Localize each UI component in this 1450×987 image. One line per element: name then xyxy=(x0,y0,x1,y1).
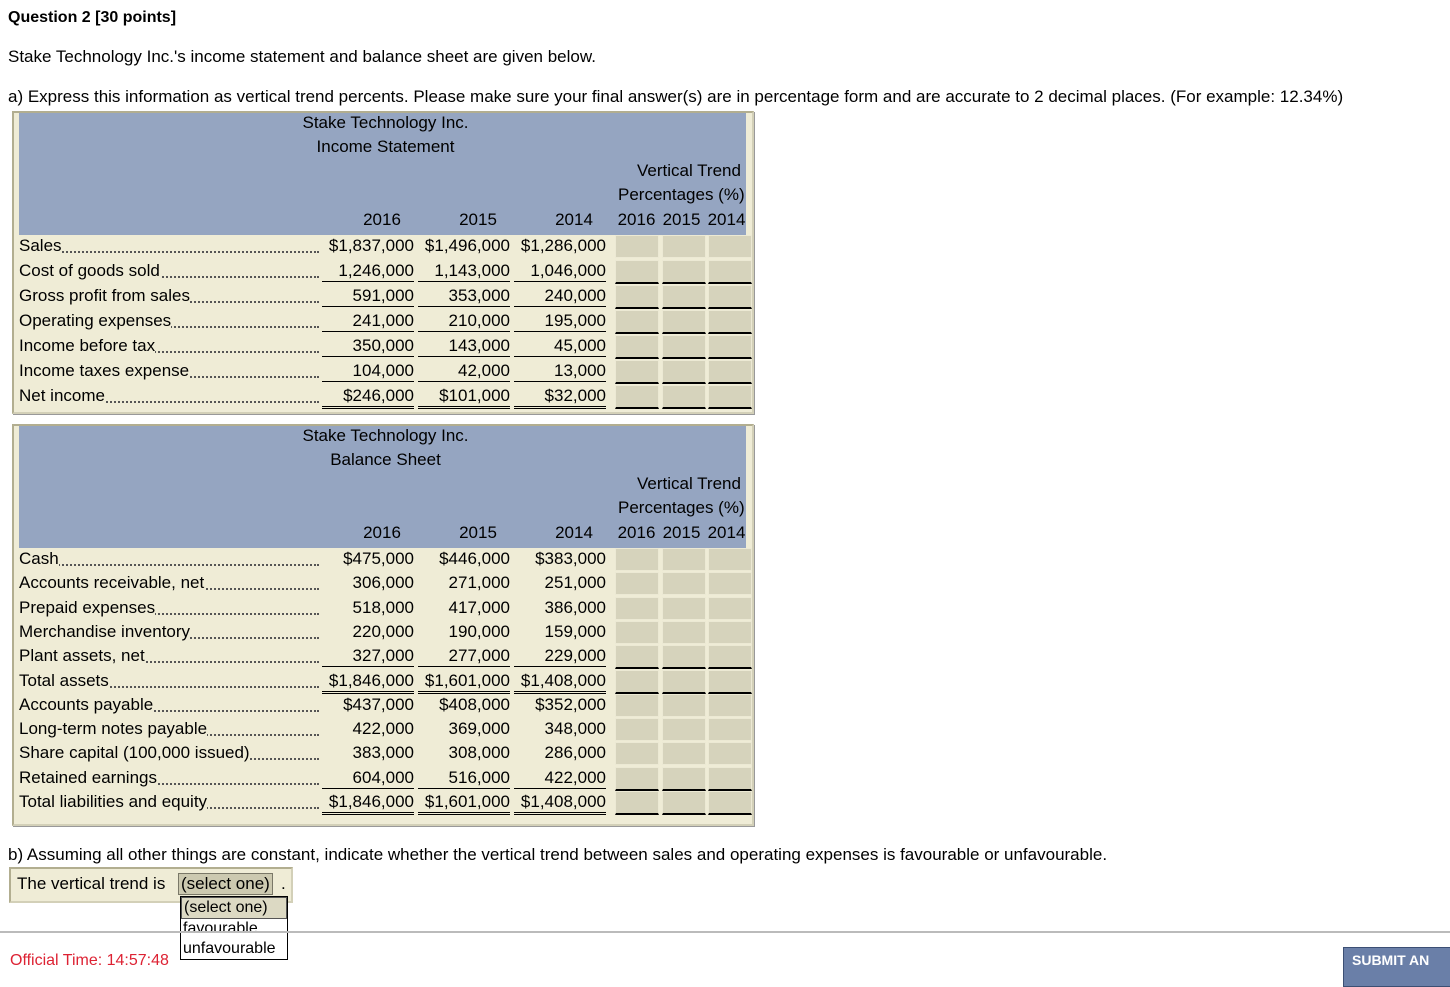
table-row xyxy=(19,572,746,596)
leader-dots xyxy=(19,564,319,566)
row-value: $1,286,000 xyxy=(520,236,606,255)
row-label: Sales xyxy=(19,236,62,255)
row-label: Total assets xyxy=(19,670,109,690)
part-b-instructions: b) Assuming all other things are constant, indicate whether the vertical trend between sales and operating expenses is favourable or unfavourable. xyxy=(8,845,1108,864)
percent-input[interactable] xyxy=(662,742,706,765)
row-value: $1,408,000 xyxy=(514,671,606,694)
row-value: $1,846,000 xyxy=(322,671,414,694)
row-value: $1,846,000 xyxy=(322,792,414,815)
vt-year-header: 2014 xyxy=(707,523,746,542)
percent-input[interactable] xyxy=(615,718,659,741)
row-value: 143,000 xyxy=(418,336,510,357)
row-label: Income before tax xyxy=(19,336,156,355)
table-row xyxy=(19,694,746,718)
year-header: 2016 xyxy=(363,523,401,542)
row-value: 190,000 xyxy=(448,621,510,641)
table-row xyxy=(19,310,746,334)
question-intro: Stake Technology Inc.'s income statement and balance sheet are given below. xyxy=(8,47,596,66)
percent-input[interactable] xyxy=(615,742,659,765)
percent-input[interactable] xyxy=(708,335,752,359)
percent-input[interactable] xyxy=(615,670,659,694)
percent-input[interactable] xyxy=(662,767,706,791)
row-label: Cash xyxy=(19,549,59,568)
row-value: $1,496,000 xyxy=(424,236,510,255)
table-row xyxy=(19,670,746,694)
vt-year-header: 2014 xyxy=(707,210,746,229)
row-label: Operating expenses xyxy=(19,311,172,330)
company-name: Stake Technology Inc. xyxy=(302,426,469,445)
submit-button[interactable]: SUBMIT AN xyxy=(1343,947,1450,987)
table-row xyxy=(19,235,746,259)
percent-input[interactable] xyxy=(662,310,706,334)
percent-input[interactable] xyxy=(615,694,659,717)
row-value: 220,000 xyxy=(352,621,414,641)
row-value: $437,000 xyxy=(343,694,414,714)
year-header: 2014 xyxy=(555,210,593,229)
option-select-one[interactable]: (select one) xyxy=(181,897,287,919)
row-label: Income taxes expense xyxy=(19,361,190,380)
percent-input[interactable] xyxy=(662,694,706,717)
row-value: $1,601,000 xyxy=(418,671,510,694)
row-value: 240,000 xyxy=(514,286,606,307)
row-value: 251,000 xyxy=(544,573,606,593)
row-value: 417,000 xyxy=(448,597,510,617)
row-value: $1,601,000 xyxy=(418,792,510,815)
table-row xyxy=(19,285,746,309)
year-header: 2014 xyxy=(555,523,593,542)
row-value: 1,143,000 xyxy=(418,261,510,282)
percent-input[interactable] xyxy=(662,335,706,359)
trend-select-options xyxy=(180,896,288,960)
table-row xyxy=(19,360,746,384)
row-label: Accounts receivable, net xyxy=(19,573,205,593)
percent-input[interactable] xyxy=(615,597,659,620)
percent-input[interactable] xyxy=(615,767,659,791)
row-value: $352,000 xyxy=(535,694,606,714)
percent-input[interactable] xyxy=(662,597,706,620)
table-row xyxy=(19,597,746,621)
table-row xyxy=(19,385,746,409)
row-value: 210,000 xyxy=(418,311,510,332)
percent-input[interactable] xyxy=(615,235,659,258)
income-statement-table xyxy=(12,111,754,414)
percent-input[interactable] xyxy=(662,548,706,571)
row-label: Total liabilities and equity xyxy=(19,792,208,811)
row-value: $1,408,000 xyxy=(514,792,606,815)
percent-input[interactable] xyxy=(615,260,659,284)
table-row xyxy=(19,260,746,284)
row-label: Net income xyxy=(19,386,105,405)
table-row xyxy=(19,767,746,791)
leader-dots xyxy=(19,251,319,253)
row-value: 516,000 xyxy=(418,768,510,789)
percent-input[interactable] xyxy=(708,791,752,815)
vt-year-header: 2016 xyxy=(617,210,656,229)
table-row xyxy=(19,742,746,766)
row-value: $1,837,000 xyxy=(328,236,414,255)
row-value: 271,000 xyxy=(448,573,510,593)
row-value: 42,000 xyxy=(418,361,510,382)
percent-input[interactable] xyxy=(662,572,706,595)
row-value: $246,000 xyxy=(322,386,414,409)
percent-input[interactable] xyxy=(708,260,752,284)
percent-input[interactable] xyxy=(615,385,659,409)
percent-input[interactable] xyxy=(662,645,706,669)
official-time: Official Time: 14:57:48 xyxy=(10,952,169,969)
statement-title: Balance Sheet xyxy=(330,450,441,469)
table-row xyxy=(19,548,746,572)
percent-input[interactable] xyxy=(662,360,706,384)
percent-input[interactable] xyxy=(708,360,752,384)
row-label: Merchandise inventory xyxy=(19,621,191,641)
row-label: Cost of goods sold xyxy=(19,261,160,280)
year-header: 2015 xyxy=(459,523,497,542)
vertical-trend-label: Vertical Trend xyxy=(637,161,741,180)
percent-input[interactable] xyxy=(662,385,706,409)
percent-input[interactable] xyxy=(708,742,752,765)
percent-input[interactable] xyxy=(708,718,752,741)
row-label: Gross profit from sales xyxy=(19,286,190,305)
option-unfavourable[interactable]: unfavourable xyxy=(183,940,276,957)
row-value: 306,000 xyxy=(352,573,414,593)
row-value: 422,000 xyxy=(514,768,606,789)
year-header: 2015 xyxy=(459,210,497,229)
year-header: 2016 xyxy=(363,210,401,229)
percent-input[interactable] xyxy=(708,621,752,644)
row-value: 159,000 xyxy=(544,621,606,641)
row-value: 327,000 xyxy=(322,646,414,667)
row-value: 195,000 xyxy=(514,311,606,332)
row-value: 277,000 xyxy=(418,646,510,667)
table-row xyxy=(19,645,746,669)
statement-title: Income Statement xyxy=(316,137,455,156)
row-value: 386,000 xyxy=(544,597,606,617)
row-value: $32,000 xyxy=(514,386,606,409)
percent-input[interactable] xyxy=(662,260,706,284)
table-row xyxy=(19,791,746,815)
row-value: 229,000 xyxy=(514,646,606,667)
percent-input[interactable] xyxy=(615,310,659,334)
balance-sheet-table xyxy=(12,424,754,826)
percent-input[interactable] xyxy=(708,310,752,334)
row-value: 383,000 xyxy=(352,743,414,763)
row-value: 348,000 xyxy=(544,719,606,739)
percent-input[interactable] xyxy=(662,718,706,741)
percent-input[interactable] xyxy=(708,645,752,669)
table-row xyxy=(19,335,746,359)
row-value: $408,000 xyxy=(439,694,510,714)
percent-input[interactable] xyxy=(615,791,659,815)
row-label: Share capital (100,000 issued) xyxy=(19,743,250,763)
vt-year-header: 2015 xyxy=(662,210,701,229)
income-statement-header xyxy=(19,113,746,235)
row-value: $475,000 xyxy=(343,549,414,568)
vertical-trend-label: Vertical Trend xyxy=(637,474,741,493)
row-label: Prepaid expenses xyxy=(19,597,156,617)
vertical-trend-sublabel: Percentages (%) xyxy=(618,498,745,517)
percent-input[interactable] xyxy=(708,385,752,409)
vt-year-header: 2015 xyxy=(662,523,701,542)
row-value: 104,000 xyxy=(322,361,414,382)
percent-input[interactable] xyxy=(615,572,659,595)
row-value: 604,000 xyxy=(322,768,414,789)
table-row xyxy=(19,621,746,645)
row-label: Long-term notes payable xyxy=(19,719,208,739)
row-value: 422,000 xyxy=(352,719,414,739)
row-label: Plant assets, net xyxy=(19,646,145,666)
vertical-trend-sublabel: Percentages (%) xyxy=(618,185,745,204)
row-value: $101,000 xyxy=(418,386,510,409)
row-value: 353,000 xyxy=(418,286,510,307)
percent-input[interactable] xyxy=(708,694,752,717)
row-value: 369,000 xyxy=(448,719,510,739)
divider xyxy=(0,931,1450,933)
percent-input[interactable] xyxy=(708,285,752,309)
row-value: 591,000 xyxy=(322,286,414,307)
percent-input[interactable] xyxy=(615,360,659,384)
row-value: 45,000 xyxy=(514,336,606,357)
option-favourable[interactable]: favourable xyxy=(183,920,258,937)
percent-input[interactable] xyxy=(615,335,659,359)
row-value: 286,000 xyxy=(544,743,606,763)
table-row xyxy=(19,718,746,742)
percent-input[interactable] xyxy=(708,767,752,791)
row-value: 518,000 xyxy=(352,597,414,617)
percent-input[interactable] xyxy=(662,235,706,258)
percent-input[interactable] xyxy=(615,548,659,571)
balance-sheet-header xyxy=(19,426,746,548)
percent-input[interactable] xyxy=(615,285,659,309)
percent-input[interactable] xyxy=(662,621,706,644)
percent-input[interactable] xyxy=(662,285,706,309)
row-value: 350,000 xyxy=(322,336,414,357)
row-value: 1,246,000 xyxy=(322,261,414,282)
answer-suffix: . xyxy=(281,874,286,893)
percent-input[interactable] xyxy=(615,621,659,644)
percent-input[interactable] xyxy=(708,597,752,620)
answer-prefix: The vertical trend is xyxy=(17,874,166,893)
row-label: Accounts payable xyxy=(19,694,154,714)
percent-input[interactable] xyxy=(708,548,752,571)
company-name: Stake Technology Inc. xyxy=(302,113,469,132)
row-label: Retained earnings xyxy=(19,767,157,787)
row-value: $383,000 xyxy=(535,549,606,568)
part-a-instructions: a) Express this information as vertical trend percents. Please make sure your final answer(s) are in percentage form and are accurate to 2 decimal places. (For example: 12.34%) xyxy=(8,87,1344,106)
row-value: $446,000 xyxy=(439,549,510,568)
row-value: 241,000 xyxy=(322,311,414,332)
percent-input[interactable] xyxy=(662,791,706,815)
trend-select[interactable]: (select one) xyxy=(178,873,273,895)
question-title: Question 2 [30 points] xyxy=(8,9,177,26)
row-value: 13,000 xyxy=(514,361,606,382)
percent-input[interactable] xyxy=(615,645,659,669)
percent-input[interactable] xyxy=(708,572,752,595)
row-value: 308,000 xyxy=(448,743,510,763)
row-value: 1,046,000 xyxy=(514,261,606,282)
vt-year-header: 2016 xyxy=(617,523,656,542)
percent-input[interactable] xyxy=(662,670,706,694)
percent-input[interactable] xyxy=(708,670,752,694)
percent-input[interactable] xyxy=(708,235,752,258)
